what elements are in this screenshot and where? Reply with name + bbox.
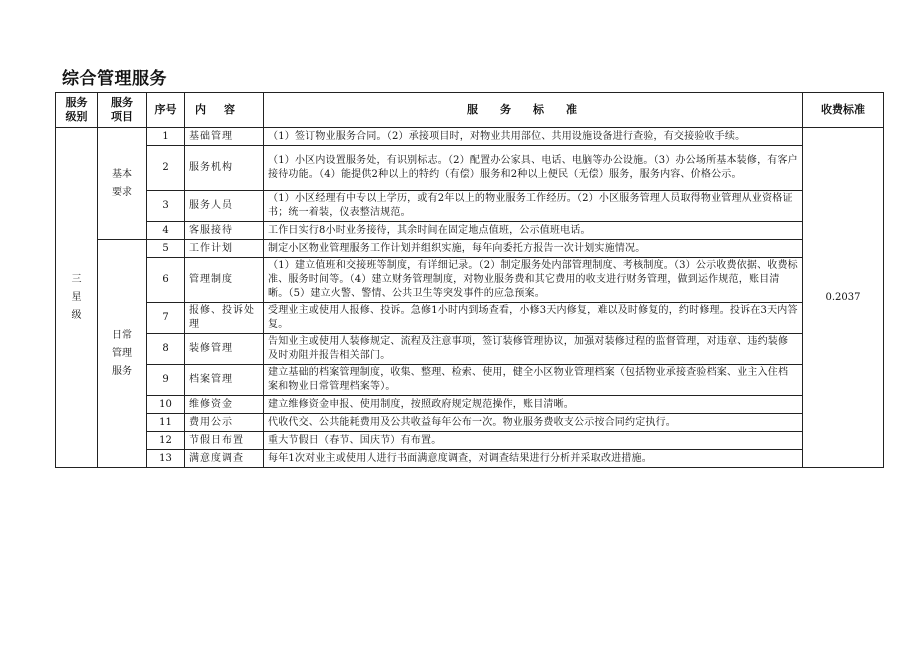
row-no: 9 xyxy=(147,365,185,396)
service-level-cell: 三 星 级 xyxy=(56,128,98,468)
row-item: 基础管理 xyxy=(185,128,264,146)
table-row xyxy=(56,396,884,414)
header-content: 内容 xyxy=(185,93,264,128)
header-fee-standard: 收费标准 xyxy=(803,93,884,128)
row-item: 客服接待 xyxy=(185,222,264,240)
row-no: 12 xyxy=(147,432,185,450)
header-service-level: 服务 级别 xyxy=(56,93,98,128)
header-service-item: 服务 项目 xyxy=(98,93,147,128)
table-row xyxy=(56,240,884,258)
table-row xyxy=(56,450,884,468)
table-row xyxy=(56,365,884,396)
row-standard: 每年1次对业主或使用人进行书面满意度调查，对调查结果进行分析并采取改进措施。 xyxy=(264,450,803,468)
row-standard: （1）小区经理有中专以上学历，或有2年以上的物业服务工作经历。（2）小区服务管理人员取得物业管理从业资格证书；统一着装，仪表整洁规范。 xyxy=(264,191,803,222)
row-standard: 受理业主或使用人报修、投诉。急修1小时内到场查看，小修3天内修复，难以及时修复的，约时修理。投诉在3天内答复。 xyxy=(264,303,803,334)
row-item: 装修管理 xyxy=(185,334,264,365)
row-item: 维修资金 xyxy=(185,396,264,414)
table-row xyxy=(56,334,884,365)
row-no: 7 xyxy=(147,303,185,334)
page-title: 综合管理服务 xyxy=(62,69,167,89)
row-standard: 重大节假日（春节、国庆节）有布置。 xyxy=(264,432,803,450)
header-seq-no: 序号 xyxy=(147,93,185,128)
table-row xyxy=(56,146,884,191)
row-no: 6 xyxy=(147,258,185,303)
row-no: 8 xyxy=(147,334,185,365)
row-standard: 制定小区物业管理服务工作计划并组织实施，每年向委托方报告一次计划实施情况。 xyxy=(264,240,803,258)
row-item: 费用公示 xyxy=(185,414,264,432)
row-no: 1 xyxy=(147,128,185,146)
row-no: 10 xyxy=(147,396,185,414)
row-no: 11 xyxy=(147,414,185,432)
row-standard: （1）小区内设置服务处，有识别标志。（2）配置办公家具、电话、电脑等办公设施。（3）办公场所基本装修，有客户接待功能。（4）能提供2种以上的特约（有偿）服务和2种以上便民（无偿）服务，服务内容、价格公示。 xyxy=(264,146,803,191)
row-standard: （1）建立值班和交接班等制度，有详细记录。（2）制定服务处内部管理制度、考核制度。（3）公示收费依据、收费标准、服务时间等。（4）建立财务管理制度，对物业服务费和其它费用的收支进行财务管理，做到运作规范，账目清晰。（5）建立火警、警情、公共卫生等突发事件的应急预案。 xyxy=(264,258,803,303)
row-item: 工作计划 xyxy=(185,240,264,258)
row-item: 满意度调查 xyxy=(185,450,264,468)
table-row xyxy=(56,414,884,432)
table-row xyxy=(56,191,884,222)
table-header-row xyxy=(56,93,884,128)
row-no: 4 xyxy=(147,222,185,240)
row-standard: 告知业主或使用人装修规定、流程及注意事项，签订装修管理协议，加强对装修过程的监督管理，对违章、违约装修及时劝阻并报告相关部门。 xyxy=(264,334,803,365)
group-daily-management: 日常 管理 服务 xyxy=(98,240,147,468)
fee-standard-value: 0.2037 xyxy=(803,128,884,468)
table-row xyxy=(56,303,884,334)
table-row xyxy=(56,258,884,303)
row-item: 档案管理 xyxy=(185,365,264,396)
row-no: 13 xyxy=(147,450,185,468)
table-row xyxy=(56,432,884,450)
table-row xyxy=(56,128,884,146)
header-service-standard: 服务标准 xyxy=(264,93,803,128)
table-row xyxy=(56,222,884,240)
row-standard: 代收代交、公共能耗费用及公共收益每年公布一次。物业服务费收支公示按合同约定执行。 xyxy=(264,414,803,432)
row-no: 2 xyxy=(147,146,185,191)
row-item: 报修、投诉处理 xyxy=(185,303,264,334)
row-item: 服务人员 xyxy=(185,191,264,222)
row-item: 节假日布置 xyxy=(185,432,264,450)
service-standards-table xyxy=(55,92,884,468)
row-standard: （1）签订物业服务合同。（2）承接项目时，对物业共用部位、共用设施设备进行查验，有交接验收手续。 xyxy=(264,128,803,146)
row-standard: 建立基础的档案管理制度，收集、整理、检索、使用，健全小区物业管理档案（包括物业承接查验档案、业主入住档案和物业日常管理档案等）。 xyxy=(264,365,803,396)
row-no: 5 xyxy=(147,240,185,258)
row-item: 管理制度 xyxy=(185,258,264,303)
row-no: 3 xyxy=(147,191,185,222)
group-basic-requirements: 基本 要求 xyxy=(98,128,147,240)
row-standard: 工作日实行8小时业务接待，其余时间在固定地点值班，公示值班电话。 xyxy=(264,222,803,240)
row-standard: 建立维修资金申报、使用制度，按照政府规定规范操作，账目清晰。 xyxy=(264,396,803,414)
row-item: 服务机构 xyxy=(185,146,264,191)
